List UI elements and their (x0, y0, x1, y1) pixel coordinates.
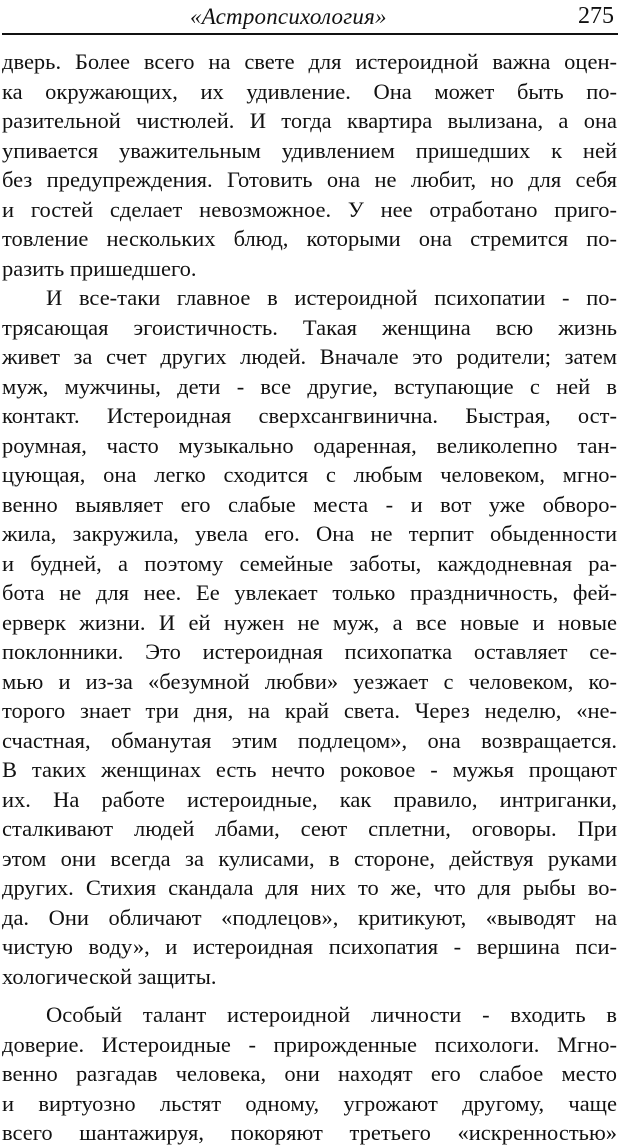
text-line: других. Стихия скандала для них то же, что для рыбы во- (2, 875, 617, 900)
text-line: венно разгадав человека, они находят его слабое место (2, 1061, 617, 1086)
text-line: И все-таки главное в истероидной психопатии - по- (46, 285, 617, 310)
text-line: трясающая эгоистичность. Такая женщина всю жизнь (2, 314, 617, 340)
text-line: муж, мужчины, дети - все другие, вступающие с ней в (2, 373, 617, 399)
text-line: жила, закружила, увела его. Она не терпит обыденности (2, 521, 617, 546)
text-line: Особый талант истероидной личности - входить в (46, 1002, 617, 1027)
text-line: этом они всегда за кулисами, в стороне, действуя руками (2, 845, 617, 871)
text-line: ка окружающих, их удивление. Она может быть по- (2, 78, 617, 104)
text-line: ерверк жизни. И ей нужен не муж, а все новые и новые (2, 609, 617, 635)
header-rule (2, 33, 618, 35)
text-line: хологической защиты. (2, 963, 217, 989)
text-line: мью и из-за «безумной любви» уезжает с человеком, ко- (2, 668, 617, 694)
text-line: сталкивают людей лбами, сеют сплетни, оговоры. При (2, 816, 617, 841)
text-line: чистую воду», и истероидная психопатия - вершина пси- (2, 934, 617, 959)
text-line: упивается уважительным удивлением пришедших к ней (2, 137, 617, 163)
paragraph (2, 1000, 617, 1148)
text-line: и виртуозно льстят одному, угрожают другому, чаще (2, 1090, 617, 1116)
text-line: и будней, а поэтому семейные заботы, каждодневная ра- (2, 550, 617, 576)
running-header (0, 0, 620, 38)
text-line: живет за счет других людей. Вначале это родители; затем (2, 344, 617, 369)
text-line: и гостей сделает невозможное. У нее отработано приго- (2, 196, 617, 222)
text-line: роумная, часто музыкально одаренная, великолепно тан- (2, 432, 617, 458)
paragraph (2, 283, 617, 991)
text-line: венно выявляет его слабые места - и вот уже обворо- (2, 491, 617, 517)
text-line: поклонники. Это истероидная психопатка оставляет се- (2, 639, 617, 664)
text-line: разительной чистюлей. И тогда квартира вылизана, а она (2, 108, 617, 133)
text-line: их. На работе истероидные, как правило, интриганки, (2, 786, 617, 812)
text-line: доверие. Истероидные - прирожденные психологи. Мгно- (2, 1031, 617, 1057)
text-line: разить пришедшего. (2, 255, 197, 281)
text-line: контакт. Истероидная сверхсангвинична. Быстрая, ост- (2, 403, 617, 428)
body-text (2, 47, 617, 1148)
running-title: «Астропсихология» (190, 4, 387, 29)
text-line: без предупреждения. Готовить она не любит, но для себя (2, 167, 617, 192)
text-line: цующая, она легко сходится с любым человеком, мгно- (2, 462, 617, 487)
text-line: да. Они обличают «подлецов», критикуют, «выводят на (2, 904, 617, 930)
text-line: счастная, обманутая этим подлецом», она возвращается. (2, 727, 617, 753)
text-line: бота не для нее. Ее увлекает только праздничность, фей- (2, 580, 617, 605)
paragraph (2, 47, 617, 283)
text-line: товление нескольких блюд, которыми она стремится по- (2, 226, 617, 251)
page-number: 275 (578, 3, 614, 29)
text-line: всего шантажируя, покоряют третьего «искренностью» (2, 1120, 617, 1145)
text-line: дверь. Более всего на свете для истероидной важна оцен- (2, 49, 617, 74)
text-line: В таких женщинах есть нечто роковое - мужья прощают (2, 757, 617, 782)
paragraph-gap (2, 991, 617, 1000)
text-line: торого знает три дня, на край света. Через неделю, «не- (2, 698, 617, 723)
